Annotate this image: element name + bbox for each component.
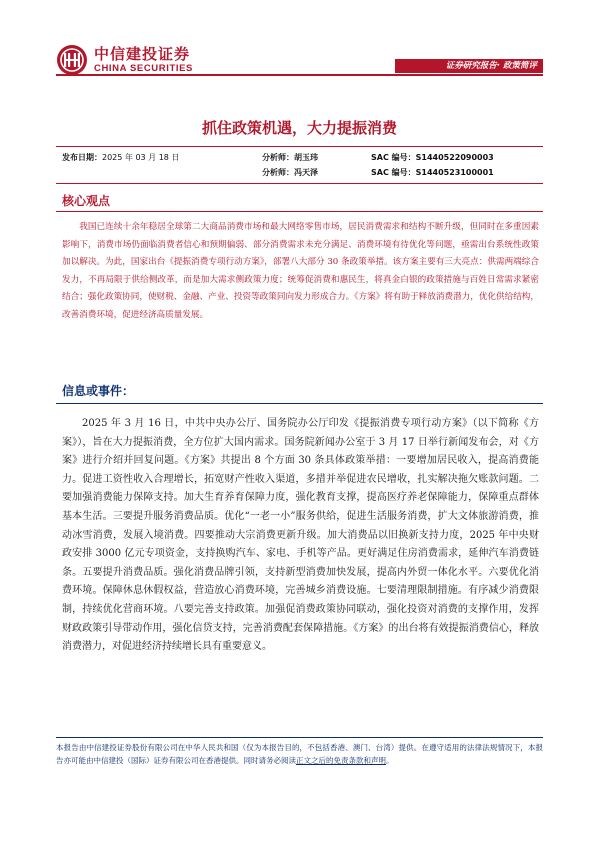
header-divider: [56, 74, 543, 76]
publish-date-value: 2025 年 03 月 18 日: [102, 153, 180, 162]
title-divider: [56, 146, 543, 147]
analyst-1-label: 分析师：: [262, 153, 294, 162]
disclaimer-divider: [56, 737, 543, 738]
sac-number-1: [371, 152, 494, 163]
report-title: 抓住政策机遇，大力提振消费: [201, 119, 397, 137]
logo-chinese-name: 中信建投证券: [94, 45, 191, 63]
analyst-1: [262, 152, 318, 163]
sac-2-label: SAC 编号：: [371, 168, 416, 177]
disclaimer-terms-link[interactable]: 正文之后的免责条款和声明: [296, 756, 386, 765]
publish-date: [62, 152, 179, 163]
analyst-2: [262, 167, 318, 178]
disclaimer-part-3: 。: [386, 756, 394, 765]
sac-1-value: S1440522090003: [415, 153, 494, 162]
publish-date-label: 发布日期：: [62, 153, 102, 162]
analyst-2-label: 分析师：: [262, 168, 294, 177]
meta-divider: [56, 183, 543, 184]
analyst-2-name: 冯天泽: [294, 168, 318, 177]
core-viewpoint-paragraph: 我国已连续十余年稳居全球第二大商品消费市场和最大网络零售市场，居民消费需求和结构不断升级，但同时在多重因素影响下，消费市场仍面临消费者信心和预期偏弱、部分消费需求未充分满足、消费环境有待优化等问题，亟需出台系统性政策加以解决。为此，国家出台《提振消费专项行动方案》，部署八大部分 30 条政策举措。该方案主要有三大亮点：供需两端综合发力，不再局限于供给侧改革，而是加大需求侧政策力度；统筹促消费和惠民生，将真金白银的政策措施与百姓日常需求紧密结合；强化政策协同，使财税、金融、产业、投资等政策同向发力形成合力。《方案》将有助于释放消费潜力，优化供给结构，改善消费环境，促进经济高质量发展。: [62, 222, 539, 320]
core-viewpoint-divider: [56, 211, 543, 212]
news-event-heading: 信息或事件：: [62, 384, 135, 398]
news-event-paragraph: 2025 年 3 月 16 日，中共中央办公厅、国务院办公厅印发《提振消费专项行动方案》（以下简称《方案》），旨在大力提振消费，全方位扩大国内需求。国务院新闻办公室于 3 月 17 日举行新闻发布会，对《方案》进行介绍并回复问题。《方案》共提出 8 个方面 30 条具体政策举措：一要增加居民收入，提高消费能力。促进工资性收入合理增长，拓宽财产性收入渠道，多措并举促进农民增收，扎实解决拖欠账款问题。二要加强消费能力保障支持。加大生育养育保障力度，强化教育支撑，提高医疗养老保障能力，保障重点群体基本生活。三要提升服务消费品质。优化“一老一小”服务供给，促进生活服务消费，扩大文体旅游消费，推动冰雪消费，发展入境消费。四要推动大宗消费更新升级。加大消费品以旧换新支持力度，2025 年中央财政安排 3000 亿元专项资金，支持换购汽车、家电、手机等产品。更好满足住房消费需求，延伸汽车消费链条。五要提升消费品质。强化消费品牌引领，支持新型消费加快发展，提高内外贸一体化水平。六要优化消费环境。保障休息休假权益，营造放心消费环境，完善城乡消费设施。七要清理限制措施。有序减少消费限制，持续优化营商环境。八要完善支持政策。加强促消费政策协同联动，强化投资对消费的支撑作用，发挥财政政策引导带动作用，强化信贷支持，完善消费配套保障措施。《方案》的出台将有效提振消费信心，释放消费潜力，对促进经济持续增长具有重要意义。: [62, 418, 539, 653]
sac-2-value: S1440523100001: [415, 168, 494, 177]
analyst-1-name: 胡玉玮: [294, 153, 318, 162]
logo-text: [94, 45, 193, 75]
sac-number-2: [371, 167, 494, 178]
news-event-divider: [56, 403, 543, 404]
logo-english-name: CHINA SECURITIES: [94, 63, 193, 74]
disclaimer-part-1: 本报告由中信建投证券股份有限公司在中华人民共和国（仅为本报告目的，不包括香港、澳门、台湾）提供。在遵守适用的法律法规情况下，本报告亦可能由中信建投（国际）证券有限公司在香港提供。同时请务必阅读: [56, 743, 543, 765]
disclaimer-text: [56, 741, 543, 767]
report-type-tag: 证券研究报告· 政策简评: [395, 59, 543, 73]
core-viewpoint-heading: 核心观点: [62, 194, 111, 208]
china-securities-logo-icon: [56, 44, 88, 76]
sac-1-label: SAC 编号：: [371, 153, 416, 162]
